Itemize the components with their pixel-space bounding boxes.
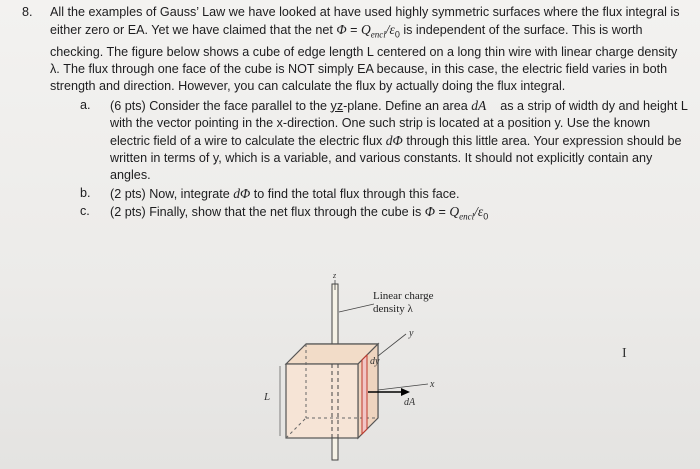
problem-8 — [22, 4, 690, 225]
part-c-phi: Φ — [424, 203, 436, 219]
cube-wire-figure — [258, 272, 458, 467]
phi-symbol: Φ — [336, 22, 347, 38]
part-a — [80, 97, 690, 185]
label-density: density λ — [373, 303, 413, 315]
dA-arrow-head — [401, 388, 410, 396]
intro-text-2: is independent of the surface. This is worth checking. The figure below shows a cube of edge length L centered on a long thin wire with linear charge density λ. The flux through one face of the cube is NOT simply EA because, in this case, the electric field varies in both strength and direction. However, you can calculate the flux by actually doing the flux integral. — [50, 23, 678, 94]
cube-front-face — [286, 364, 358, 438]
axis-y-line — [378, 334, 406, 356]
part-a-text-4: through this little area. Your expression should be written in terms of y, which is a variable, and various constants. It should not explicitly contain any angles. — [110, 133, 682, 183]
question-intro — [50, 4, 690, 96]
part-a-dA: dA⃗ — [471, 97, 497, 113]
part-c — [80, 203, 690, 226]
part-a-label: a. — [80, 97, 91, 112]
part-b-text-2: to find the total flux through this face. — [250, 186, 460, 201]
q-symbol: Q — [360, 22, 371, 38]
part-a-dphi: dΦ — [385, 132, 403, 148]
part-c-equals: = — [435, 204, 450, 219]
part-b-dphi: dΦ — [233, 185, 251, 201]
strip-dy — [362, 355, 367, 434]
part-b — [80, 185, 690, 203]
label-axis-z: z — [333, 272, 337, 280]
label-linear-charge: Linear charge — [373, 290, 434, 302]
label-axis-x: x — [430, 379, 435, 390]
wire-bottom — [332, 438, 338, 460]
part-c-label: c. — [80, 203, 90, 218]
part-a-plane: yz — [330, 98, 344, 113]
part-c-text-1: (2 pts) Finally, show that the net flux through the cube is — [110, 204, 425, 219]
text-cursor-icon: I — [622, 346, 627, 361]
part-a-text-3: as a strip of width dy and height L with the vector pointing in the x-direction. One such strip is located at a position y. Use the known electric field of a wire to calculate the electric flux — [110, 98, 688, 148]
label-dy: dy — [370, 356, 380, 367]
part-c-epsilon: /ε — [474, 203, 484, 219]
label-axis-y: y — [409, 328, 414, 339]
question-number: 8. — [22, 5, 33, 19]
label-L: L — [264, 391, 271, 403]
part-b-label: b. — [80, 185, 91, 200]
parts-list — [80, 97, 690, 226]
epsilon-symbol: /ε — [385, 22, 395, 38]
part-b-text-1: (2 pts) Now, integrate — [110, 186, 234, 201]
equals-sign: = — [346, 23, 361, 38]
charge-leader-line — [339, 304, 374, 312]
label-dA: dA — [404, 397, 416, 408]
part-a-text-1: (6 pts) Consider the face parallel to the — [110, 98, 331, 113]
intro-text-1: All the examples of Gauss’ Law we have looked at have used highly symmetric surfaces where the flux integral is either zero or EA. Yet we have claimed that the net — [50, 5, 680, 38]
part-a-text-2: -plane. Define an area — [343, 98, 472, 113]
part-c-q: Q — [449, 203, 460, 219]
part-c-q-subscript: encl — [459, 211, 475, 222]
epsilon-subscript: 0 — [394, 29, 400, 40]
part-c-epsilon-subscript: 0 — [483, 211, 489, 222]
q-subscript: encl — [370, 29, 386, 40]
